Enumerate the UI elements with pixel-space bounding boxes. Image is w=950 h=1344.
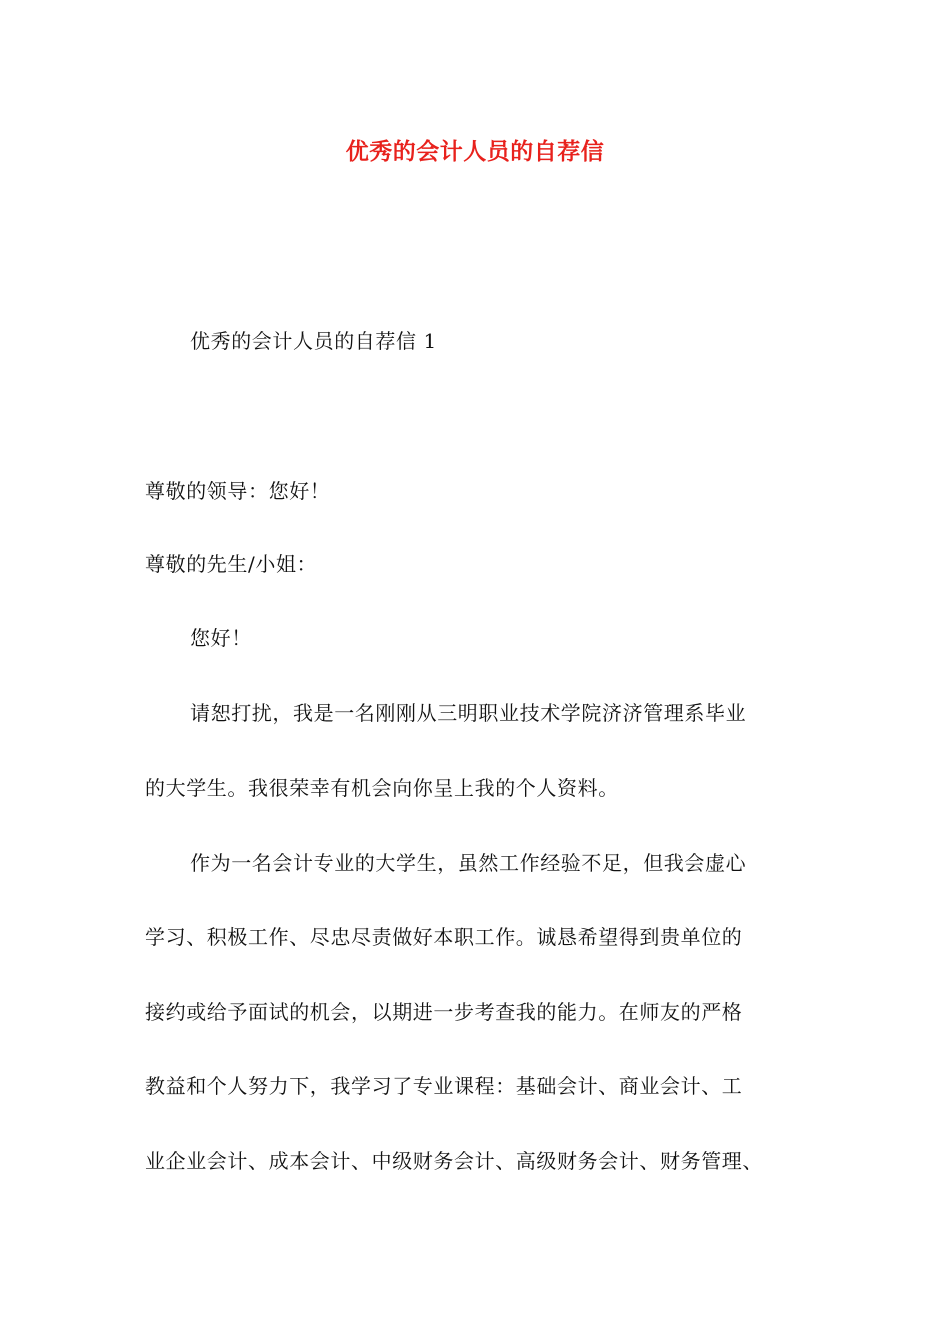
paragraph-line: 的大学生。我很荣幸有机会向你呈上我的个人资料。 xyxy=(145,776,619,800)
paragraph-line: 接约或给予面试的机会，以期进一步考查我的能力。在师友的严格 xyxy=(145,1000,743,1024)
salutation-sir-madam: 尊敬的先生/小姐： xyxy=(145,552,318,576)
paragraph-line: 教益和个人努力下，我学习了专业课程：基础会计、商业会计、工 xyxy=(145,1074,743,1098)
paragraph-line: 作为一名会计专业的大学生，虽然工作经验不足，但我会虚心 xyxy=(190,851,747,875)
paragraph-line: 学习、积极工作、尽忠尽责做好本职工作。诚恳希望得到贵单位的 xyxy=(145,925,743,949)
document-title: 优秀的会计人员的自荐信 xyxy=(345,138,605,165)
salutation-leader: 尊敬的领导：您好！ xyxy=(145,479,331,503)
paragraph-line: 请恕打扰，我是一名刚刚从三明职业技术学院济济管理系毕业 xyxy=(190,701,747,725)
greeting: 您好！ xyxy=(190,626,252,650)
paragraph-line: 业企业会计、成本会计、中级财务会计、高级财务会计、财务管理、 xyxy=(145,1149,763,1173)
letter-subtitle: 优秀的会计人员的自荐信 1 xyxy=(190,329,437,353)
